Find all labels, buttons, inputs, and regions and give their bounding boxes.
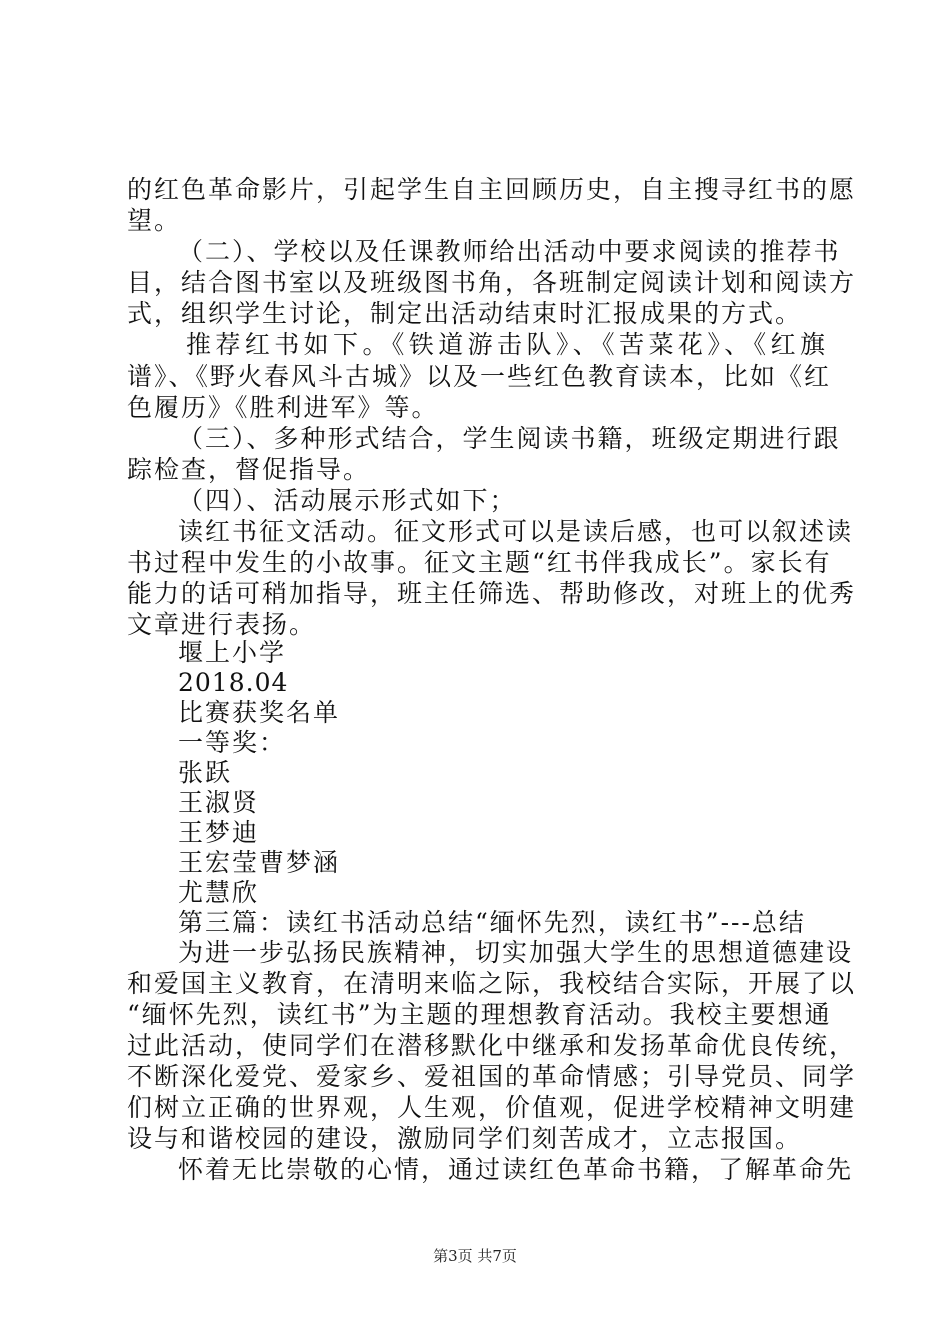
- text-line: 踪检查，督促指导。: [127, 455, 371, 484]
- text-line: 式，组织学生讨论，制定出活动结束时汇报成果的方式。: [127, 299, 803, 328]
- text-line: 怀着无比崇敬的心情，通过读红色革命书籍，了解革命先: [178, 1155, 854, 1184]
- text-line: 尤慧欣: [178, 878, 260, 907]
- text-line: “缅怀先烈，读红书”为主题的理想教育活动。我校主要想通: [127, 1000, 832, 1029]
- text-line: （三）、多种形式结合，学生阅读书籍，班级定期进行跟: [178, 424, 841, 453]
- text-line: 王宏莹曹梦涵: [178, 848, 341, 877]
- text-line: 文章进行表扬。: [127, 610, 317, 639]
- text-line: 和爱国主义教育，在清明来临之际，我校结合实际，开展了以: [127, 969, 857, 998]
- text-line: 一等奖：: [178, 728, 287, 757]
- text-line: 王梦迪: [178, 818, 260, 847]
- text-line: 推荐红书如下。《铁道游击队》、《苦菜花》、《红旗: [186, 330, 827, 359]
- text-line: 色履历》《胜利进军》等。: [127, 393, 439, 422]
- text-line: （四）、活动展示形式如下；: [178, 486, 517, 515]
- text-line: 目，结合图书室以及班级图书角，各班制定阅读计划和阅读方: [127, 268, 857, 297]
- text-line: 张跃: [178, 758, 233, 787]
- text-line: 王淑贤: [178, 788, 260, 817]
- text-line: 书过程中发生的小故事。征文主题“红书伴我成长”。家长有: [127, 548, 832, 577]
- text-line: 的红色革命影片，引起学生自主回顾历史，自主搜寻红书的愿: [127, 175, 857, 204]
- text-line: 2018.04: [178, 668, 289, 697]
- text-line: 能力的话可稍加指导，班主任筛选、帮助修改，对班上的优秀: [127, 579, 857, 608]
- section-heading: 第三篇：读红书活动总结“缅怀先烈，读红书”---总结: [178, 908, 806, 937]
- text-line: （二）、学校以及任课教师给出活动中要求阅读的推荐书: [178, 237, 841, 266]
- text-line: 比赛获奖名单: [178, 698, 341, 727]
- text-line: 为进一步弘扬民族精神，切实加强大学生的思想道德建设: [178, 938, 854, 967]
- text-line: 望。: [127, 206, 182, 235]
- text-line: 们树立正确的世界观，人生观，价值观，促进学校精神文明建: [127, 1093, 857, 1122]
- page-number-footer: 第3页 共7页: [433, 1247, 517, 1265]
- text-line: 读红书征文活动。征文形式可以是读后感，也可以叙述读: [178, 517, 854, 546]
- text-line: 堰上小学: [178, 638, 287, 667]
- text-line: 不断深化爱党、爱家乡、爱祖国的革命情感；引导党员、同学: [127, 1062, 857, 1091]
- text-line: 设与和谐校园的建设，激励同学们刻苦成才，立志报国。: [127, 1124, 803, 1153]
- text-line: 过此活动，使同学们在潜移默化中继承和发扬革命优良传统，: [127, 1031, 857, 1060]
- text-line: 谱》、《野火春风斗古城》以及一些红色教育读本，比如《红: [127, 362, 832, 391]
